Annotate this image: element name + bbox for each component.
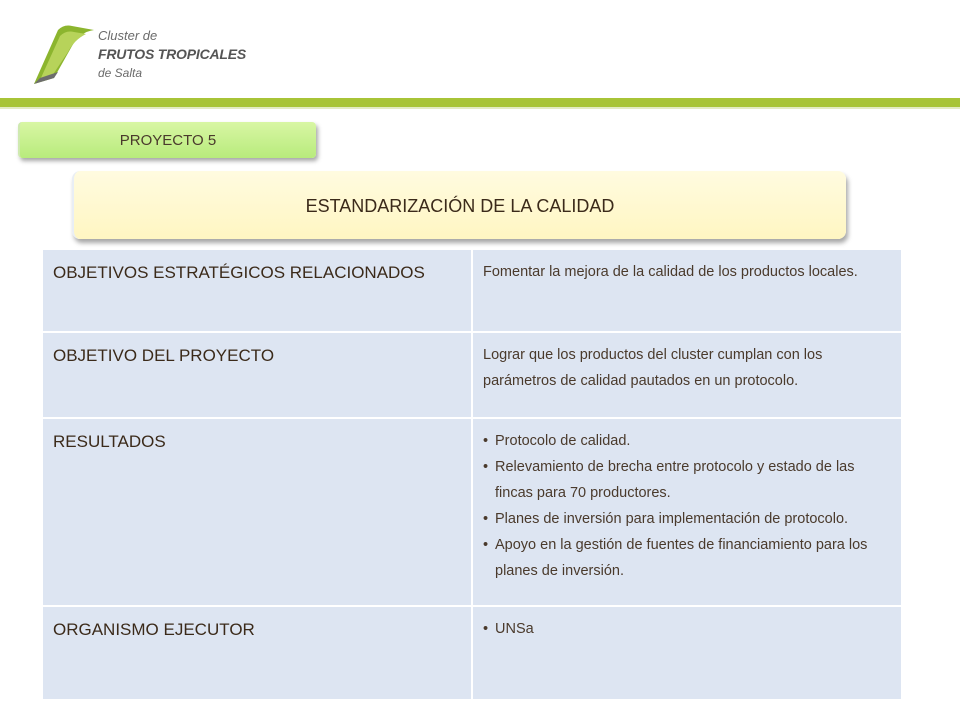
table-row <box>42 249 902 332</box>
list-item: • Relevamiento de brecha entre protocolo y estado de las fincas para 70 productores. <box>483 454 891 506</box>
list-item: • Protocolo de calidad. <box>483 428 891 454</box>
logo-line-1: Cluster de <box>98 28 158 43</box>
table-row <box>42 332 902 418</box>
leaf-logo-icon <box>28 20 96 88</box>
project-info-table <box>41 248 903 701</box>
row-value: Lograr que los productos del cluster cumplan con los parámetros de calidad pautados en un protocolo. <box>483 347 823 389</box>
table-row <box>42 606 902 700</box>
table-row <box>42 418 902 606</box>
logo-text <box>98 26 246 83</box>
header-divider-line <box>0 107 960 109</box>
row-label-cell <box>42 418 472 606</box>
project-title: ESTANDARIZACIÓN DE LA CALIDAD <box>72 171 846 239</box>
row-value-cell <box>472 249 902 332</box>
cluster-logo <box>28 20 258 90</box>
row-label: ORGANISMO EJECUTOR <box>53 620 255 639</box>
row-value-cell <box>472 606 902 700</box>
row-label-cell <box>42 332 472 418</box>
logo-line-2: FRUTOS TROPICALES <box>98 46 247 62</box>
results-list <box>483 428 891 584</box>
list-item: • UNSa <box>483 616 891 642</box>
row-label: OBJETIVOS ESTRATÉGICOS RELACIONADOS <box>53 263 425 282</box>
row-value: Fomentar la mejora de la calidad de los productos locales. <box>483 264 858 280</box>
row-label-cell <box>42 606 472 700</box>
row-value-cell <box>472 418 902 606</box>
header-divider-band <box>0 98 960 107</box>
row-label: RESULTADOS <box>53 432 166 451</box>
project-number-tag: PROYECTO 5 <box>18 122 316 158</box>
row-label-cell <box>42 249 472 332</box>
logo-line-3: de Salta <box>98 66 143 80</box>
list-item: • Apoyo en la gestión de fuentes de financiamiento para los planes de inversión. <box>483 532 891 584</box>
row-label: OBJETIVO DEL PROYECTO <box>53 346 275 365</box>
executor-list <box>483 616 891 642</box>
list-item: • Planes de inversión para implementación de protocolo. <box>483 506 891 532</box>
row-value-cell <box>472 332 902 418</box>
